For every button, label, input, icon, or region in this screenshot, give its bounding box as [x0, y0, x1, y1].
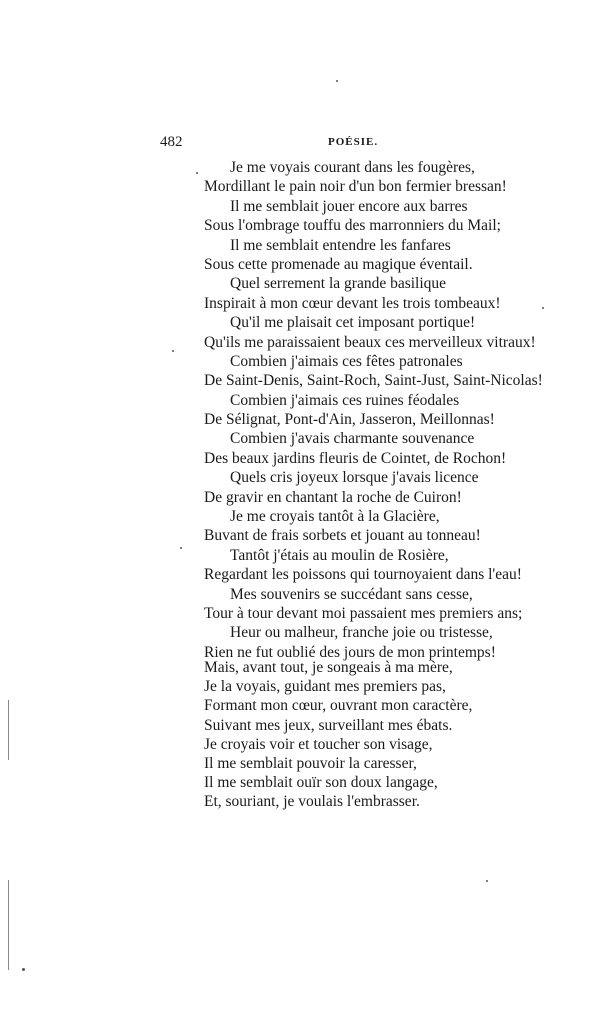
poem-line: De gravir en chantant la roche de Cuiron! — [204, 488, 462, 506]
running-head: POÉSIE. — [328, 136, 379, 148]
page-number: 482 — [160, 134, 183, 150]
poem-line: Combien j'aimais ces fêtes patronales — [230, 352, 463, 370]
poem-line: De Sélignat, Pont-d'Ain, Jasseron, Meillonnas! — [204, 411, 495, 429]
poem-line: Il me semblait pouvoir la caresser, — [204, 754, 417, 772]
poem-line: Formant mon cœur, ouvrant mon caractère, — [204, 697, 473, 715]
poem-line: Et, souriant, je voulais l'embrasser. — [204, 793, 420, 811]
poem-line: Combien j'aimais ces ruines féodales — [230, 391, 460, 409]
poem-line: Je croyais voir et toucher son visage, — [204, 735, 433, 753]
poem-stanza — [204, 158, 543, 662]
scan-speck — [172, 350, 174, 352]
poem-line: Des beaux jardins fleuris de Cointet, de Rochon! — [204, 449, 507, 467]
poem-line: Sous cette promenade au magique éventail. — [204, 255, 473, 273]
poem-line: Tantôt j'étais au moulin de Rosière, — [230, 546, 449, 564]
poem-stanza — [204, 658, 472, 812]
poem-line: Mais, avant tout, je songeais à ma mère, — [204, 659, 453, 676]
poem-line: Rien ne fut oublié des jours de mon printemps! — [204, 643, 496, 661]
poem-line: Il me semblait entendre les fanfares — [230, 236, 451, 254]
poem-line: Quels cris joyeux lorsque j'avais licence — [230, 469, 479, 487]
poem-line: Sous l'ombrage touffu des marronniers du Mail; — [204, 217, 501, 235]
poem-line: Regardant les poissons qui tournoyaient dans l'eau! — [204, 566, 522, 584]
poem-line: Il me semblait ouïr son doux langage, — [204, 774, 438, 792]
scan-edge-mark — [8, 880, 9, 970]
poem-line: Il me semblait jouer encore aux barres — [230, 197, 468, 215]
poem-line: Je me voyais courant dans les fougères, — [230, 159, 475, 176]
poem-line: Heur ou malheur, franche joie ou tristesse, — [230, 624, 493, 642]
poem-line: De Saint-Denis, Saint-Roch, Saint-Just, Saint-Nicolas! — [204, 372, 543, 390]
poem-line: Mordillant le pain noir d'un bon fermier bressan! — [204, 178, 507, 196]
poem-line: Quel serrement la grande basilique — [230, 275, 447, 293]
poem-line: Je la voyais, guidant mes premiers pas, — [204, 678, 446, 696]
page-header — [160, 134, 540, 154]
poem-line: Inspirait à mon cœur devant les trois tombeaux! — [204, 294, 501, 312]
scan-speck — [542, 307, 544, 309]
scan-speck — [486, 880, 488, 882]
poem-line: Combien j'avais charmante souvenance — [230, 430, 475, 448]
scan-speck — [196, 172, 198, 174]
scan-speck — [22, 968, 25, 971]
poem-line: Suivant mes jeux, surveillant mes ébats. — [204, 716, 453, 734]
poem-line: Qu'ils me paraissaient beaux ces merveilleux vitraux! — [204, 333, 536, 351]
poem-line: Qu'il me plaisait cet imposant portique! — [230, 314, 476, 332]
scan-speck — [336, 80, 338, 82]
scan-speck — [180, 547, 182, 549]
poem-line: Mes souvenirs se succédant sans cesse, — [230, 585, 473, 603]
poem-line: Buvant de frais sorbets et jouant au tonneau! — [204, 527, 481, 545]
scan-edge-mark — [8, 700, 9, 760]
poem-line: Tour à tour devant moi passaient mes premiers ans; — [204, 604, 523, 622]
poem-line: Je me croyais tantôt à la Glacière, — [230, 508, 440, 526]
